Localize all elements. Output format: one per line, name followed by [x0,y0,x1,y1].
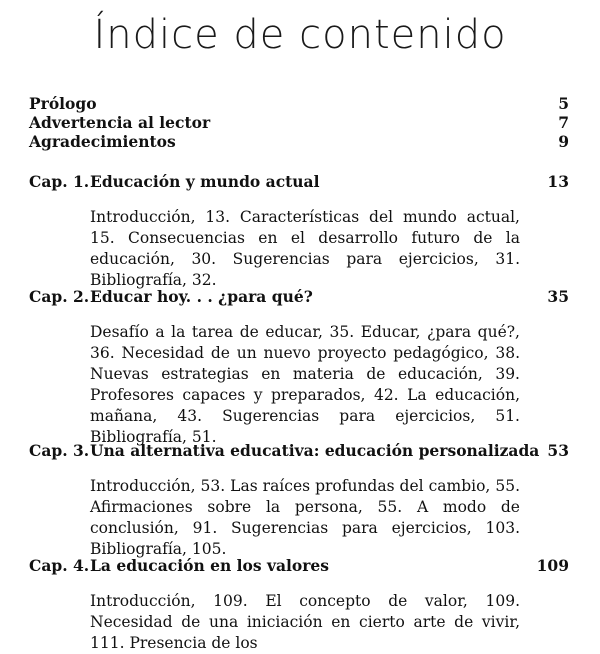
chapter-heading[interactable] [29,441,569,460]
chapter-page: 13 [547,172,569,191]
chapter-contents: Introducción, 53. Las raíces profundas del cambio, 55. Afirmaciones sobre la persona, 55. A modo de conclusión, 91. Sugerencias para ejercicios, 103. Bibliografía, 105. [90,477,520,558]
toc-entry-agradecimientos[interactable] [29,132,569,151]
chapter-number: Cap. 2. [29,287,90,306]
toc-entry-label: Advertencia al lector [29,113,211,132]
chapter-heading[interactable] [29,172,569,191]
chapter-number: Cap. 3. [29,441,90,460]
toc-entry-label: Agradecimientos [29,132,176,151]
chapter-contents: Desafío a la tarea de educar, 35. Educar, ¿para qué?, 36. Necesidad de un nuevo proyecto pedagógico, 38. Nuevas estrategias en materia de educación, 39. Profesores capaces y preparados, 42. La educación, mañana, 43. Sugerencias para ejercicios, 51. Bibliografía, 51. [90,323,520,446]
chapter-page: 35 [547,287,569,306]
chapter-3 [29,441,569,558]
front-matter-list [29,94,569,151]
toc-entry-prologo[interactable] [29,94,569,113]
chapter-title: Educación y mundo actual [90,172,320,191]
chapter-contents: Introducción, 13. Características del mundo actual, 15. Consecuencias en el desarrollo futuro de la educación, 30. Sugerencias para ejercicios, 31. Bibliografía, 32. [90,208,520,289]
chapter-page: 109 [536,556,569,575]
chapter-contents: Introducción, 109. El concepto de valor, 109. Necesidad de una iniciación en cierto arte de vivir, 111. Presencia de los [90,592,520,652]
toc-entry-advertencia[interactable] [29,113,569,132]
chapter-title: La educación en los valores [90,556,330,575]
chapter-number: Cap. 4. [29,556,90,575]
chapter-1 [29,172,569,289]
chapter-title: Educar hoy. . . ¿para qué? [90,287,313,306]
chapter-2 [29,287,569,446]
chapter-page: 53 [547,441,569,460]
toc-entry-page: 7 [558,113,569,132]
chapter-4 [29,556,569,652]
toc-entry-page: 5 [558,94,569,113]
toc-entry-label: Prólogo [29,94,97,113]
chapter-title: Una alternativa educativa: educación personalizada [90,441,540,460]
page-title: Índice de contenido [93,12,507,58]
chapter-heading[interactable] [29,556,569,575]
toc-entry-page: 9 [558,132,569,151]
chapter-number: Cap. 1. [29,172,90,191]
chapter-heading[interactable] [29,287,569,306]
